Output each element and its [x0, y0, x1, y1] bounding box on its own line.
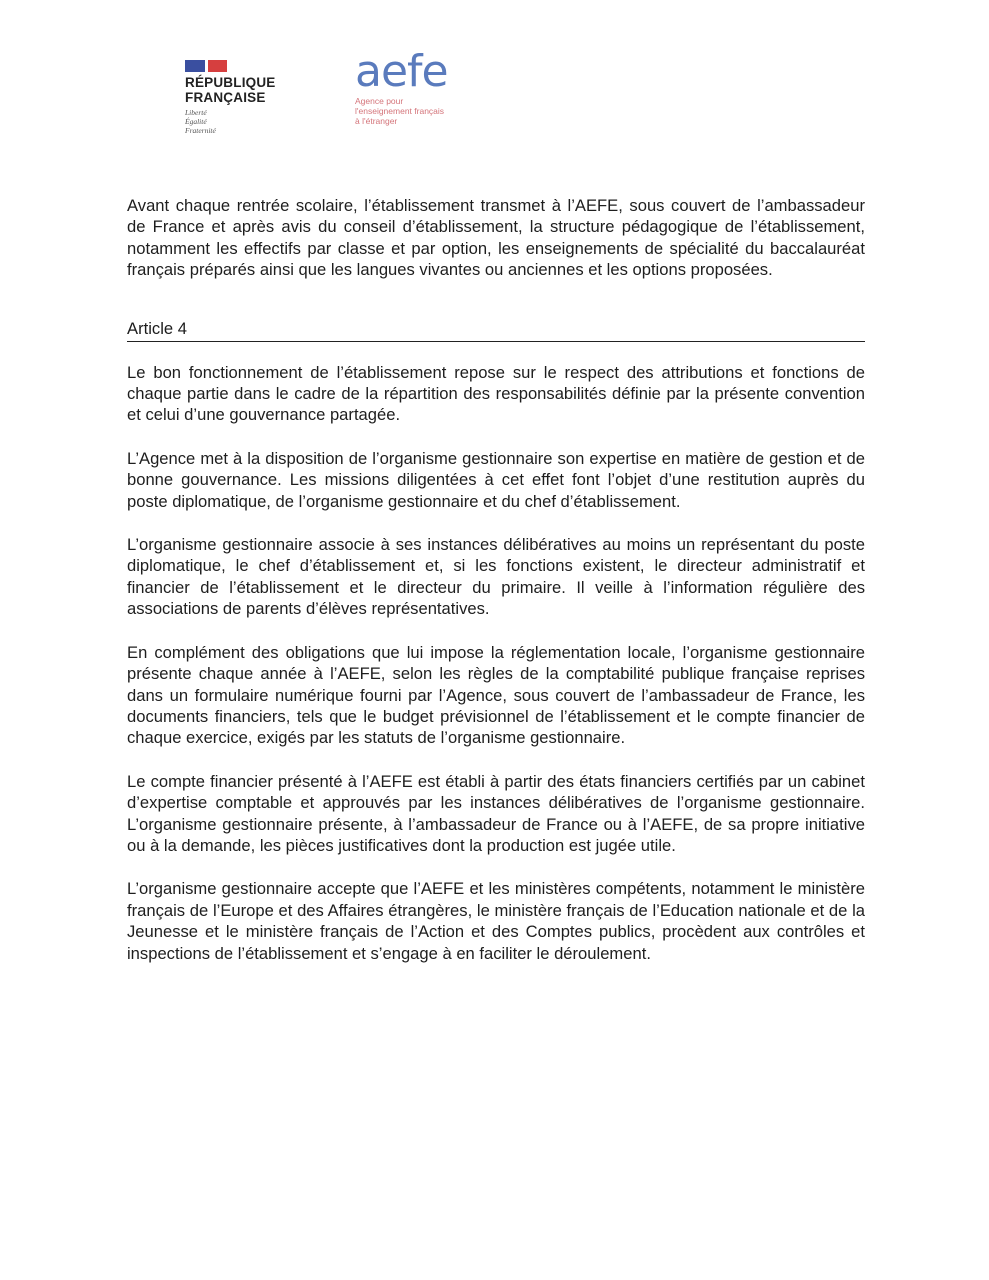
aefe-subtitle-line3: à l'étranger	[355, 116, 398, 126]
article-heading: Article 4	[127, 319, 865, 342]
intro-paragraph: Avant chaque rentrée scolaire, l’établissement transmet à l’AEFE, sous couvert de l’ambassadeur de France et après avis du conseil d’établissement, la structure pédagogique de l’établissement, notamment les effectifs par classe et par option, les enseignements de spécialité du baccalauréat français préparés ainsi que les langues vivantes ou anciennes et les options proposées.	[127, 196, 865, 280]
aefe-subtitle-line2: l'enseignement français	[355, 106, 445, 116]
rf-motto-fraternite: Fraternité	[185, 126, 216, 135]
rf-name-line1: RÉPUBLIQUE	[185, 75, 276, 90]
aefe-wordmark: aefe	[355, 46, 448, 97]
rf-name-line2: FRANÇAISE	[185, 90, 266, 105]
aefe-logo	[355, 46, 495, 126]
aefe-subtitle	[355, 96, 495, 126]
aefe-subtitle-line1: Agence pour	[355, 96, 404, 106]
paragraph-4: En complément des obligations que lui impose la réglementation locale, l’organisme gestionnaire présente chaque année à l’AEFE, selon les règles de la comptabilité publique française reprises dans un formulaire numérique fourni par l’Agence, sous couvert de l’ambassadeur de France, les documents financiers, tels que le budget prévisionnel de l’établissement et le compte financier de chaque exercice, exigés par les statuts de l’organisme gestionnaire.	[127, 642, 865, 748]
paragraph-5: Le compte financier présenté à l’AEFE est établi à partir des états financiers certifiés par un cabinet d’expertise comptable et approuvés par les instances délibératives de l’organisme gestionnaire. L’organisme gestionnaire présente, à l’ambassadeur de France ou à l’AEFE, de sa propre initiative ou à la demande, les pièces justificatives dont la production est jugée utile.	[127, 771, 865, 855]
document-body	[127, 195, 865, 986]
rf-motto-liberte: Liberté	[185, 108, 207, 117]
republique-francaise-logo	[185, 60, 295, 135]
paragraph-6: L’organisme gestionnaire accepte que l’AEFE et les ministères compétents, notamment le ministère français de l’Europe et des Affaires étrangères, le ministère français de l’Education nationale et de la Jeunesse et le ministère français de l’Action et des Comptes publics, procèdent aux contrôles et inspections de l’établissement et s’engage à en faciliter le déroulement.	[127, 879, 865, 963]
french-flag-icon	[185, 60, 227, 72]
rf-motto-egalite: Égalité	[185, 117, 207, 126]
paragraph-2: L’Agence met à la disposition de l’organisme gestionnaire son expertise en matière de gestion et de bonne gouvernance. Les missions diligentées à cet effet font l’objet d’une restitution auprès du poste diplomatique, de l’organisme gestionnaire et du chef d’établissement.	[127, 448, 865, 511]
paragraph-3: L’organisme gestionnaire associe à ses instances délibératives au moins un représentant du poste diplomatique, le chef d’établissement et, si les fonctions existent, le directeur administratif et financier de l’établissement et le directeur du primaire. Il veille à l’information régulière des associations de parents d’élèves représentatives.	[127, 535, 865, 619]
rf-motto	[185, 108, 295, 135]
paragraph-1: Le bon fonctionnement de l’établissement repose sur le respect des attributions et fonctions de chaque partie dans le cadre de la répartition des responsabilités définie par la présente convention et celui d’une gouvernance partagée.	[127, 362, 865, 425]
